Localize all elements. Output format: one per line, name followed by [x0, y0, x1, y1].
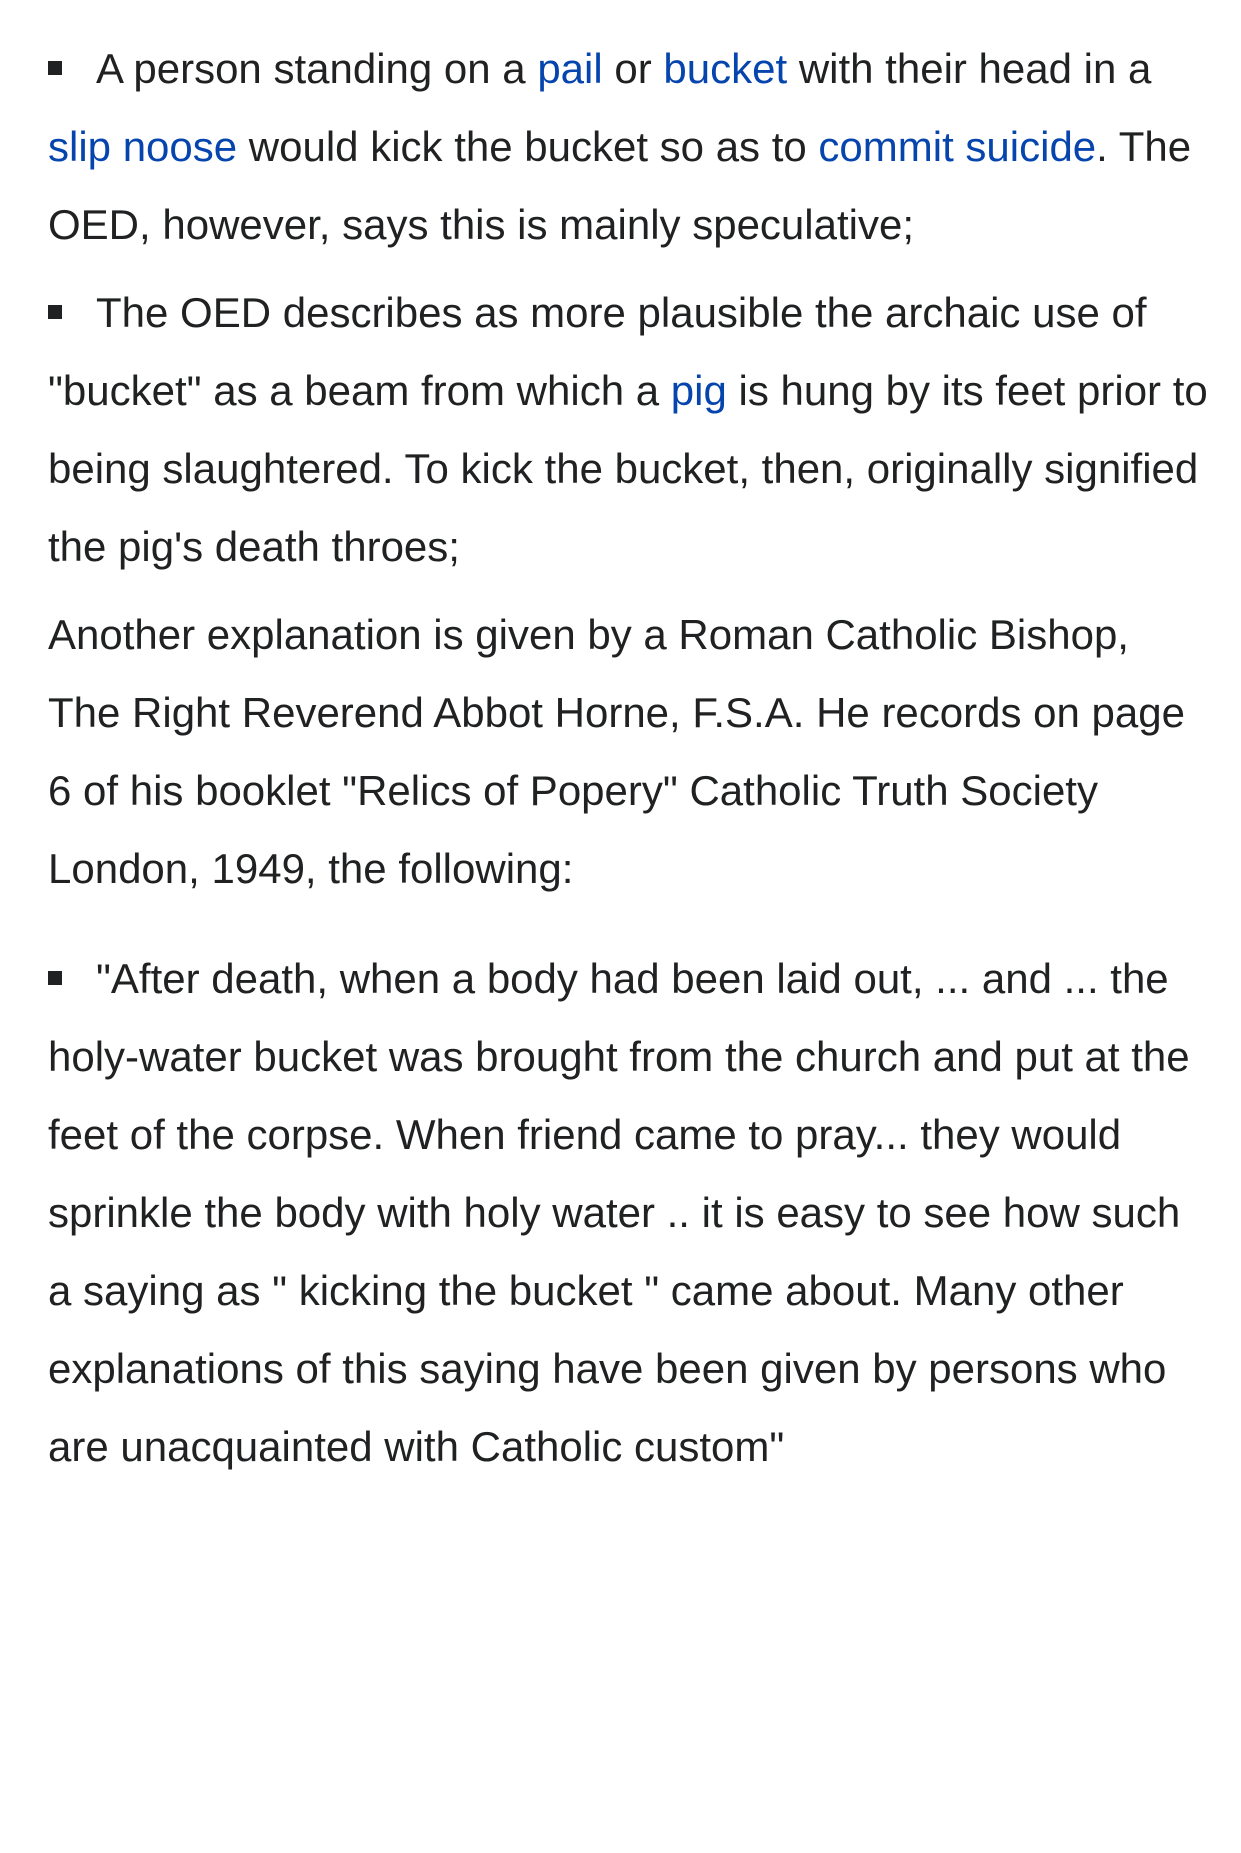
link-pig[interactable]: pig — [670, 367, 727, 414]
text-segment: A person standing on a — [96, 45, 538, 92]
list-item-quote — [48, 940, 1208, 1486]
bullet-square-icon — [48, 61, 62, 75]
paragraph-another-explanation: Another explanation is given by a Roman Catholic Bishop, The Right Reverend Abbot Horne, F.S.A. He records on page 6 of his booklet "Relics of Popery" Catholic Truth Society London, 1949, the following: — [48, 611, 1185, 892]
text-segment: or — [602, 45, 664, 92]
link-commit-suicide[interactable]: commit suicide — [818, 123, 1097, 170]
link-bucket[interactable]: bucket — [663, 45, 788, 92]
link-pail[interactable]: pail — [537, 45, 603, 92]
spacer — [48, 908, 1208, 940]
link-slip-noose[interactable]: slip noose — [48, 123, 238, 170]
list-item-pail-bucket — [48, 30, 1208, 264]
text-segment: would kick the bucket so as to — [237, 123, 819, 170]
text-segment: is hung by its feet prior to being slaughtered. To kick the bucket, then, originally signified the pig's death throes; — [48, 367, 1208, 570]
quote-text: "After death, when a body had been laid out, ... and ... the holy-water bucket was brought from the church and put at the feet of the corpse. When friend came to pray... they would sprinkle the body with holy water .. it is easy to see how such a saying as " kicking the bucket " came about. Many other explanations of this saying have been given by persons who are unacquainted with Catholic custom" — [48, 955, 1190, 1470]
bullet-square-icon — [48, 305, 62, 319]
list-item-oed-beam — [48, 274, 1208, 586]
spacer — [48, 586, 1208, 596]
text-segment: . The OED, however, says this is mainly speculative; — [48, 123, 1192, 248]
bullet-square-icon — [48, 971, 62, 985]
article-content — [48, 30, 1208, 1486]
spacer — [48, 264, 1208, 274]
text-segment: with their head in a — [787, 45, 1152, 92]
text-segment: The OED describes as more plausible the archaic use of "bucket" as a beam from which a — [48, 289, 1147, 414]
